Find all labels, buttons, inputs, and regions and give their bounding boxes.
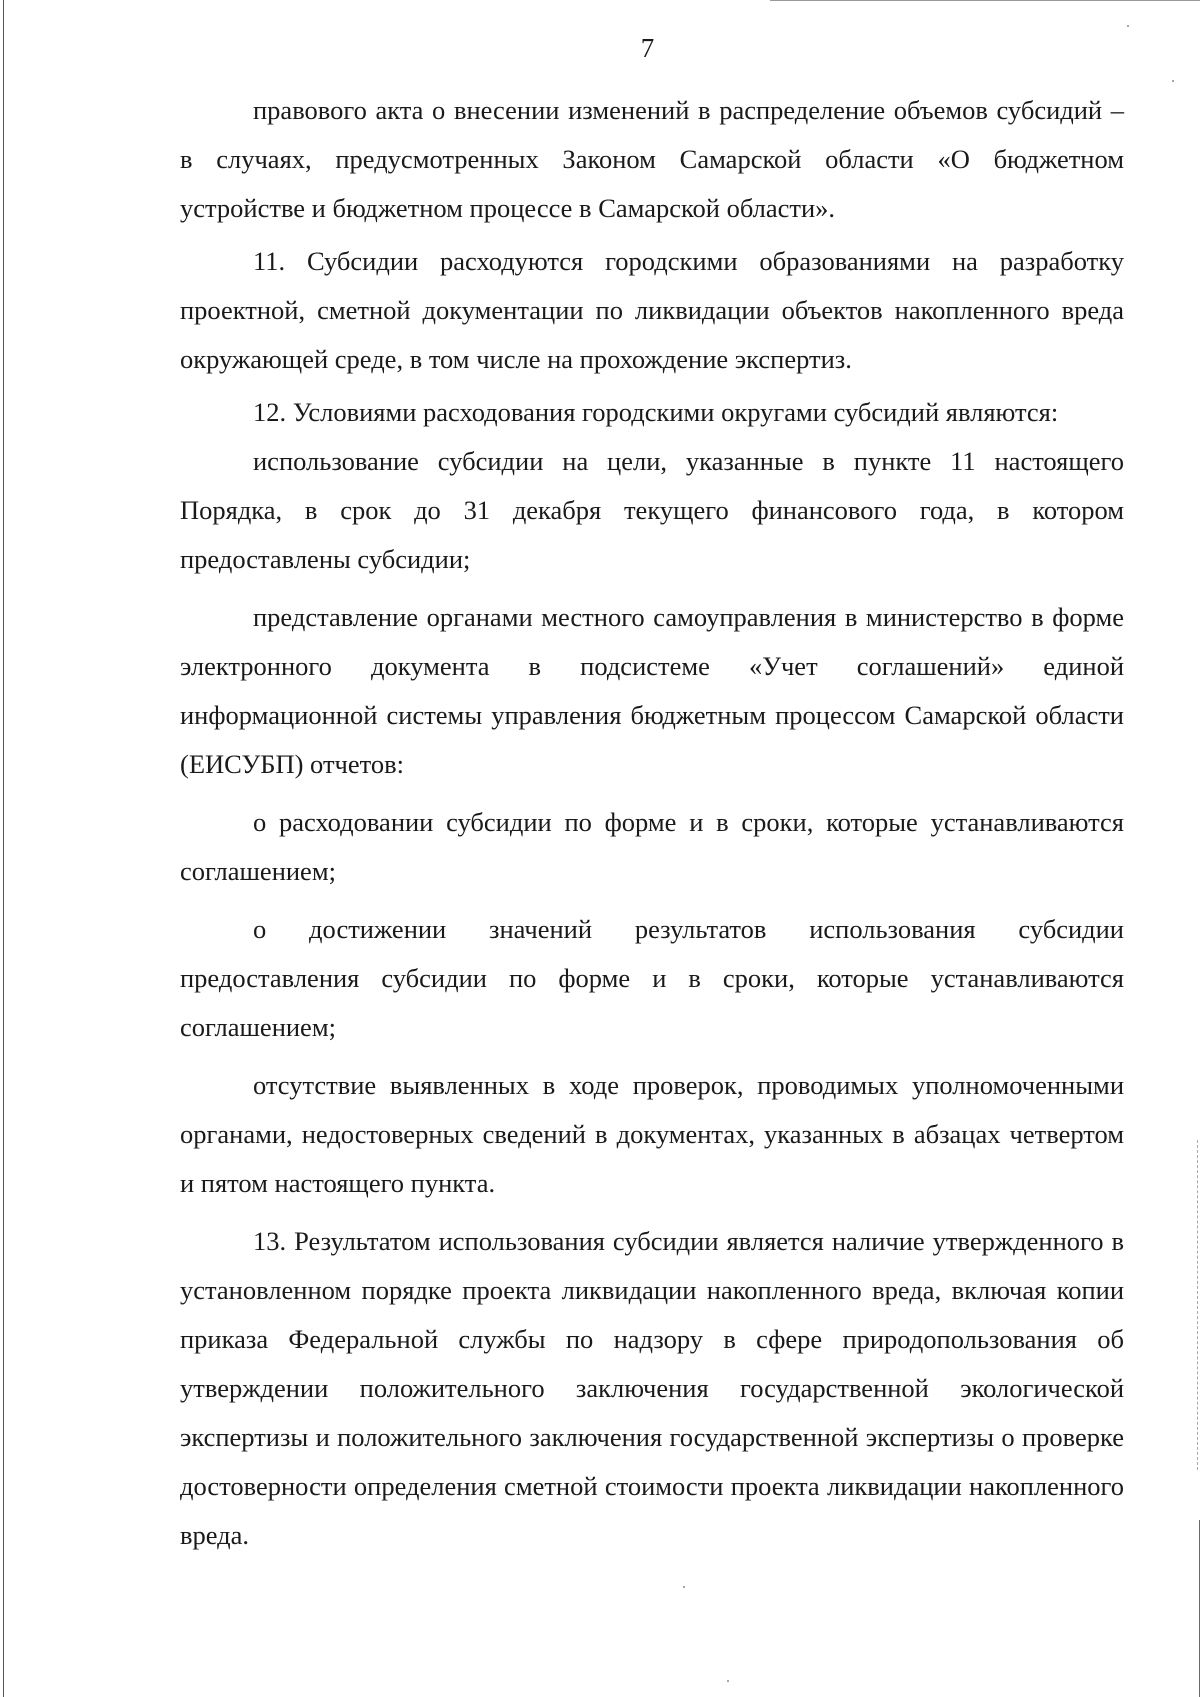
scan-speck — [1172, 80, 1174, 82]
paragraph-item-12-condition-a: использование субсидии на цели, указанные в пункте 11 настоящего Порядка, в срок до 31 декабря текущего финансового года, в котором предоставлены субсидии; — [180, 446, 1124, 574]
page-number: 7 — [640, 33, 655, 63]
scan-speck — [683, 1586, 685, 1588]
scan-top-edge — [770, 0, 1200, 1]
scan-speck — [727, 1680, 729, 1682]
paragraph-item-12-report-1: о расходовании субсидии по форме и в сроки, которые устанавливаются соглашением; — [180, 807, 1124, 886]
paragraph-continuation: правового акта о внесении изменений в распределение объемов субсидий – в случаях, предусмотренных Законом Самарской области «О бюджетном устройстве и бюджетном процессе в Самарской области». — [180, 95, 1124, 223]
paragraph-item-12-condition-c: отсутствие выявленных в ходе проверок, проводимых уполномоченными органами, недостоверных сведений в документах, указанных в абзацах четвертом и пятом настоящего пункта. — [180, 1070, 1124, 1198]
paragraph-item-12: 12. Условиями расходования городскими округами субсидий являются: — [253, 397, 1059, 427]
paragraph-item-11: 11. Субсидии расходуются городскими образованиями на разработку проектной, сметной документации по ликвидации объектов накопленного вреда окружающей среде, в том числе на прохождение экспертиз. — [180, 246, 1124, 374]
document-body — [180, 86, 1124, 1560]
scan-left-edge — [3, 0, 4, 1697]
paragraph-item-12-condition-b: представление органами местного самоуправления в министерство в форме электронного документа в подсистеме «Учет соглашений» единой информационной системы управления бюджетным процессом Самарской области (ЕИСУБП) отчетов: — [180, 602, 1124, 779]
paragraph-item-12-report-2: о достижении значений результатов использования субсидии предоставления субсидии по форме и в сроки, которые устанавливаются соглашением; — [180, 914, 1124, 1042]
paragraph-item-13: 13. Результатом использования субсидии является наличие утвержденного в установленном порядке проекта ликвидации накопленного вреда, включая копии приказа Федеральной службы по надзору в сфере природопользования об утверждении положительного заключения государственной экологической экспертизы и положительного заключения государственной экспертизы о проверке достоверности определения сметной стоимости проекта ликвидации накопленного вреда. — [180, 1226, 1124, 1550]
scan-right-edge — [1197, 1140, 1199, 1470]
scan-speck — [1127, 25, 1129, 27]
